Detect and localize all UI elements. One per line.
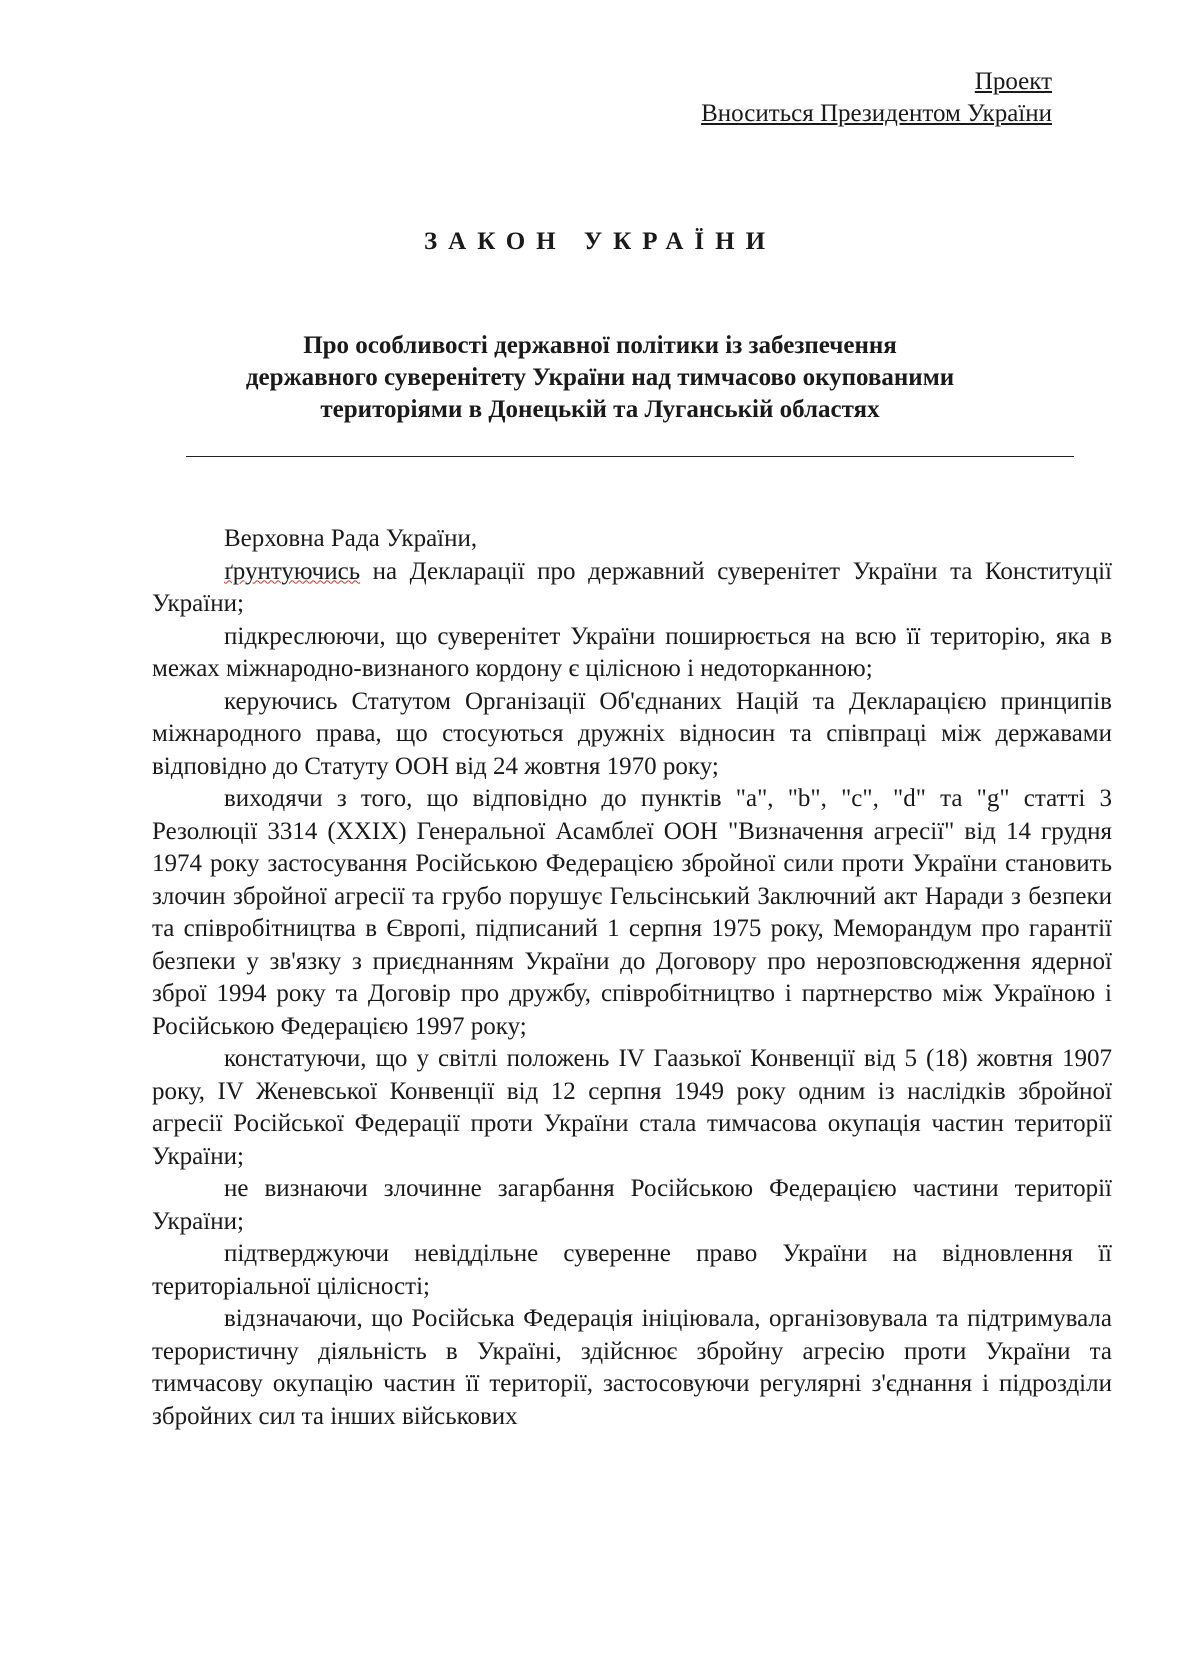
paragraph-1: Верховна Рада України, [224,525,478,552]
preamble [152,523,1112,1433]
draft-label: Проект [974,68,1052,95]
title-divider [186,456,1074,457]
submitter-label: Вноситься Президентом України [701,100,1052,127]
paragraph-5: виходячи з того, що відповідно до пунктів "а", "b", "с", "d" та "g" статті 3 Резолюції 3314 (XXIX) Генеральної Асамблеї ООН "Визначення агресії" від 14 грудня 1974 року застосування Російською Федерацією збройної сили проти України становить злочин збройної агресії та грубо порушує Гельсінський Заключний акт Наради з безпеки та співробітництва в Європі, підписаний 1 серпня 1975 року, Меморандум про гарантії безпеки у зв'язку з приєднанням України до Договору про нерозповсюдження ядерної зброї 1994 року та Договір про дружбу, співробітництво і партнерство між Україною і Російською Федерацією 1997 року; [152,785,1112,1040]
spellcheck-word: ґрунтуючись [224,557,361,585]
paragraph-7: не визнаючи злочинне загарбання Російською Федерацією частини території України; [152,1175,1112,1235]
law-title: ЗАКОН УКРАЇНИ [423,228,777,255]
subject-line-1: Про особливості державної політики із забезпечення [303,332,897,359]
paragraph-4: керуючись Статутом Організації Об'єднаних Націй та Декларацією принципів міжнародного права, що стосуються дружніх відносин та співпраці між державами відповідно до Статуту ООН від 24 жовтня 1970 року; [152,687,1112,780]
paragraph-2 [152,556,1112,621]
paragraph-9: відзначаючи, що Російська Федерація ініціювала, організовувала та підтримувала терористичну діяльність в Україні, здійснює збройну агресію проти України та тимчасову окупацію частин її території, застосовуючи регулярні з'єднання і підрозділи збройних сил та інших військових [152,1305,1112,1430]
law-subject [150,330,1050,426]
subject-line-2: державного суверенітету України над тимчасово окупованими [245,364,955,391]
paragraph-3: підкреслюючи, що суверенітет України поширюється на всю її територію, яка в межах міжнародно-визнаного кордону є цілісною і недоторканною; [152,622,1112,682]
paragraph-8: підтверджуючи невіддільне суверенне право України на відновлення її територіальної цілісності; [152,1240,1112,1300]
subject-line-3: територіями в Донецькій та Луганській областях [320,396,880,423]
paragraph-2-text: на Декларації про державний суверенітет України та Конституції України; [152,557,1112,617]
paragraph-6: констатуючи, що у світлі положень IV Гаазької Конвенції від 5 (18) жовтня 1907 року, IV Женевської Конвенції від 12 серпня 1949 року одним із наслідків збройної агресії Російської Федерації проти України стала тимчасова окупація частин території України; [152,1045,1112,1170]
draft-header [701,66,1052,130]
